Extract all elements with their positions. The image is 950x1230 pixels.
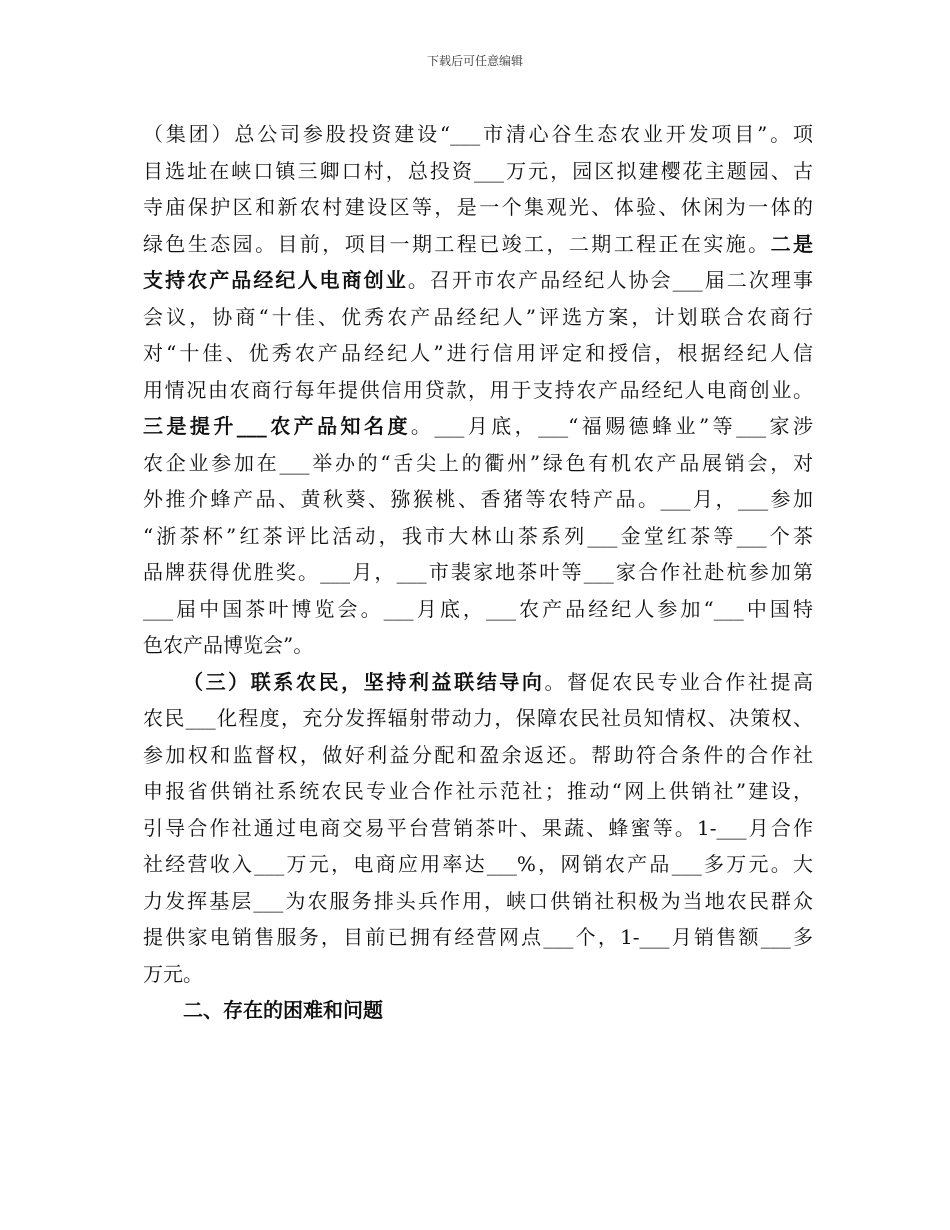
text-line: 寺庙保护区和新农村建设区等，是一个集观光、体验、休闲为一体的 xyxy=(143,195,813,219)
text-line: 力发挥基层___为农服务排头兵作用，峡口供销社积极为当地农民群众 xyxy=(143,888,813,913)
text-line: 农民___化程度，充分发挥辐射带动力，保障农民社员知情权、决策权、 xyxy=(143,706,813,730)
text-line: 品牌获得优胜奖。___月，___市裴家地茶叶等___家合作社赴杭参加第 xyxy=(143,560,813,584)
text-line: 会议，协商“十佳、优秀农产品经纪人”评选方案，计划联合农商行 xyxy=(143,304,813,329)
text-line: “浙茶杯”红茶评比活动，我市大林山茶系列___金堂红茶等___个茶 xyxy=(143,523,813,548)
text-line: 农企业参加在___举办的“舌尖上的衢州”绿色有机农产品展销会，对 xyxy=(143,450,813,475)
text-line: 提供家电销售服务，目前已拥有经营网点___个，1-___月销售额___多 xyxy=(143,925,813,949)
text-line: 用情况由农商行每年提供信用贷款，用于支持农产品经纪人电商创业。 xyxy=(143,377,813,402)
text-line: 色农产品博览会”。 xyxy=(143,633,314,657)
text-line: 外推介蜂产品、黄秋葵、猕猴桃、香猪等农特产品。___月，___参加 xyxy=(143,487,813,511)
text-line: 三是提升___农产品知名度。___月底，___“福赐德蜂业”等___家涉 xyxy=(143,414,814,438)
text-line: 支持农产品经纪人电商创业。召开市农产品经纪人协会___届二次理事 xyxy=(143,268,814,292)
bold-text: 支持农产品经纪人电商创业 xyxy=(143,268,408,292)
text-line: 参加权和监督权，做好利益分配和盈余返还。帮助符合条件的合作社 xyxy=(143,742,813,767)
text-line: （集团）总公司参股投资建设“___市清心谷生态农业开发项目”。项 xyxy=(143,122,813,146)
document-body xyxy=(143,116,813,1029)
text-line: 对“十佳、优秀农产品经纪人”进行信用评定和授信，根据经纪人信 xyxy=(143,341,813,365)
text-line: 申报省供销社系统农民专业合作社示范社；推动“网上供销社”建设， xyxy=(143,779,813,803)
page-header: 下载后可任意编辑 xyxy=(426,54,523,68)
text-line: 目选址在峡口镇三卿口村，总投资___万元，园区拟建樱花主题园、古 xyxy=(143,158,813,183)
text-line: 引导合作社通过电商交易平台营销茶叶、果蔬、蜂蜜等。1-___月合作 xyxy=(143,815,813,840)
text-line: 万元。 xyxy=(143,961,203,986)
bold-text: 二是 xyxy=(770,231,814,256)
text-line: 社经营收入___万元，电商应用率达___%，网销农产品___多万元。大 xyxy=(143,852,813,876)
text-line: ___届中国茶叶博览会。___月底，___农产品经纪人参加“___中国特 xyxy=(143,596,813,621)
bold-text: 三是提升___农产品知名度 xyxy=(143,414,411,438)
bold-text: （三）联系农民，坚持利益联结导向 xyxy=(183,669,545,694)
section-heading: 二、存在的困难和问题 xyxy=(183,998,383,1022)
text-line: 绿色生态园。目前，项目一期工程已竣工，二期工程正在实施。二是 xyxy=(143,231,814,256)
text-line: （三）联系农民，坚持利益联结导向。督促农民专业合作社提高 xyxy=(183,669,814,694)
